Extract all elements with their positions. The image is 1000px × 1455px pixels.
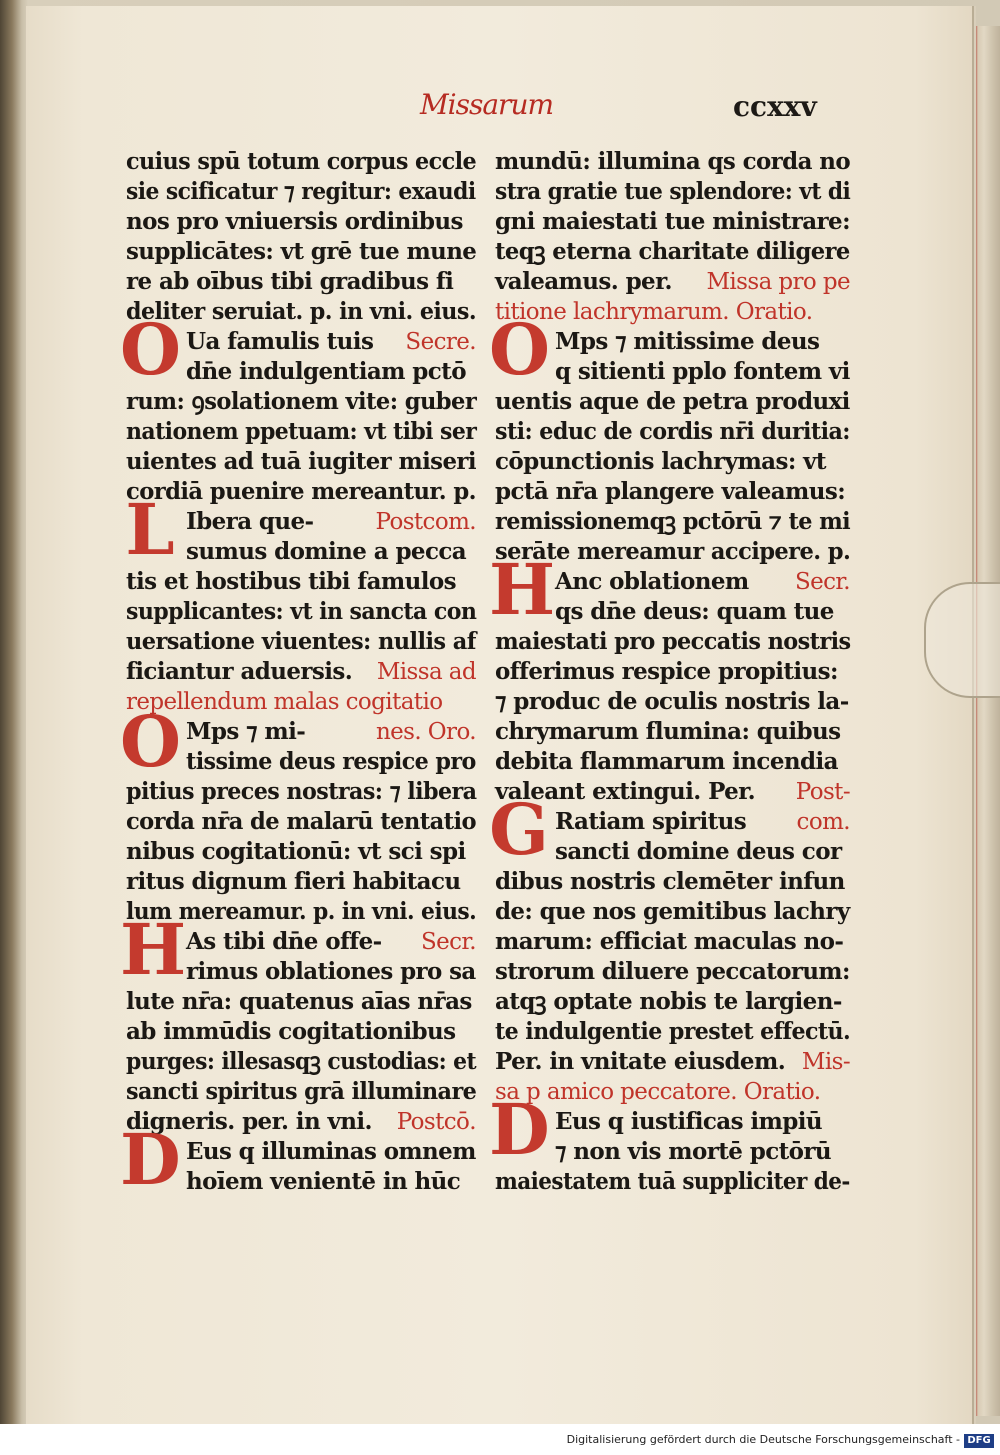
text-line: Eus q iustificas impiū xyxy=(555,1108,822,1135)
rubric: Secre. xyxy=(405,329,476,355)
text-line: te indulgentie prestet effectū. xyxy=(495,1018,851,1045)
text-line: rum: ꝯsolationem vite: guber xyxy=(126,388,477,415)
text-line: Ua famulis tuis xyxy=(186,328,374,355)
text-line: deliter seruiat. p. in vni. eius. xyxy=(126,298,476,325)
text-line: chrymarum flumina: quibus xyxy=(495,718,841,745)
text-line: Mps ⁊ mitissime deus xyxy=(555,328,820,355)
text-line: re ab oībus tibi gradibus fi xyxy=(126,268,454,295)
text-line: serāte mereamur accipere. p. xyxy=(495,538,851,565)
text-line: purges: illesasqꝫ custodias: et xyxy=(126,1048,477,1075)
text-line: As tibi dn̄e offe- xyxy=(186,928,382,955)
text-line: sumus domine a pecca xyxy=(186,538,467,565)
text-line: Eus q illuminas omnem xyxy=(186,1138,476,1165)
rubric: Secr. xyxy=(794,569,850,595)
funding-notice: Digitalisierung gefördert durch die Deutsche Forschungsgemeinschaft - xyxy=(566,1433,960,1446)
text-line: teqꝫ eterna charitate diligere xyxy=(495,238,850,265)
text-line: Ibera que- xyxy=(186,508,314,535)
text-line: nos pro vniuersis ordinibus xyxy=(126,208,463,235)
text-line: valeant extingui. Per. xyxy=(495,778,756,805)
text-line: hoīem venientē in hūc xyxy=(186,1168,461,1195)
rubric: Mis- xyxy=(801,1049,850,1075)
rubric: Post- xyxy=(795,779,850,805)
page-edge xyxy=(972,26,1000,1416)
rubric: Postcō. xyxy=(396,1109,476,1135)
text-line: stra gratie tue splendore: vt di xyxy=(495,178,851,205)
rubric: com. xyxy=(796,809,850,835)
text-line: Per. in vnitate eiusdem. xyxy=(495,1048,786,1075)
text-line: remissionemqꝫ pctōrū ⁊ te mi xyxy=(495,508,851,535)
text-line: lute nr̄a: quatenus aīas nr̄as xyxy=(126,988,472,1015)
text-line: rimus oblationes pro sa xyxy=(186,958,476,985)
text-line: sti: educ de cordis nr̄i duritia: xyxy=(495,418,850,445)
text-line: qs dn̄e deus: quam tue xyxy=(555,598,834,625)
initial-letter: H xyxy=(120,908,187,991)
dfg-logo: DFG xyxy=(964,1434,994,1448)
initial-letter: D xyxy=(489,1088,550,1171)
rubric: Missa ad xyxy=(376,659,476,685)
text-line: pctā nr̄a plangere valeamus: xyxy=(495,478,846,505)
text-line: supplicantes: vt in sancta con xyxy=(126,598,477,625)
initial-letter: O xyxy=(489,308,550,391)
text-line: ficiantur aduersis. xyxy=(126,658,353,685)
text-line: gni maiestati tue ministrare: xyxy=(495,208,850,235)
rubric: Postcom. xyxy=(375,509,476,535)
text-line: dn̄e indulgentiam pctō xyxy=(186,358,466,385)
text-line: mundū: illumina qs corda no xyxy=(495,148,851,175)
text-line: uientes ad tuā iugiter miseri xyxy=(126,448,476,475)
text-line: cōpunctionis lachrymas: vt xyxy=(495,448,826,475)
rubric-line: repellendum malas cogitatio xyxy=(126,689,443,715)
text-line: Anc oblationem xyxy=(555,568,749,595)
text-line: dibus nostris clemēter infun xyxy=(495,868,845,895)
text-line: nationem ppetuam: vt tibi ser xyxy=(126,418,477,445)
text-line: ritus dignum fieri habitacu xyxy=(126,868,461,895)
text-line: offerimus respice propitius: xyxy=(495,658,838,685)
initial-letter: G xyxy=(489,788,549,871)
text-line: tissime deus respice pro xyxy=(186,748,476,775)
rubric-line: sa p amico peccatore. Oratio. xyxy=(495,1079,821,1105)
text-line: pitius preces nostras: ⁊ libera xyxy=(126,778,477,805)
rubric-line: titione lachrymarum. Oratio. xyxy=(495,299,813,325)
text-line: nibus cogitationū: vt sci spi xyxy=(126,838,466,865)
text-line: q sitienti pplo fontem vi xyxy=(555,358,850,385)
text-line: cordiā puenire mereantur. p. xyxy=(126,478,476,505)
text-line: strorum diluere peccatorum: xyxy=(495,958,850,985)
initial-letter: D xyxy=(120,1118,181,1201)
text-line: ab immūdis cogitationibus xyxy=(126,1018,456,1045)
text-line: uentis aque de petra produxi xyxy=(495,388,850,415)
text-line: corda nr̄a de malarū tentatio xyxy=(126,808,477,835)
text-line: ⁊ produc de oculis nostris la- xyxy=(495,688,849,715)
text-line: digneris. per. in vni. xyxy=(126,1108,372,1135)
rubric: Secr. xyxy=(420,929,476,955)
text-line: Ratiam spiritus xyxy=(555,808,747,835)
text-line: Mps ⁊ mi- xyxy=(186,718,306,745)
text-line: sie scificatur ⁊ regitur: exaudi xyxy=(126,178,476,205)
text-line: supplicātes: vt grē tue mune xyxy=(126,238,477,265)
running-title: Missarum xyxy=(420,88,554,121)
text-line: atqꝫ optate nobis te largien- xyxy=(495,988,842,1015)
text-line: debita flammarum incendia xyxy=(495,748,838,775)
thumb-index-tab xyxy=(924,582,1000,698)
text-line: valeamus. per. xyxy=(495,268,672,295)
text-line: sancti domine deus cor xyxy=(555,838,842,865)
text-line: ⁊ non vis mortē pctōrū xyxy=(555,1138,832,1165)
initial-letter: H xyxy=(489,548,556,631)
text-line: maiestatem tuā suppliciter de- xyxy=(495,1168,850,1195)
text-line: maiestati pro peccatis nostris xyxy=(495,628,851,655)
rubric: nes. Oro. xyxy=(375,719,476,745)
text-line: lum mereamur. p. in vni. eius. xyxy=(126,898,477,925)
rubric: Missa pro pe xyxy=(706,269,850,295)
initial-letter: O xyxy=(120,700,181,783)
text-line: marum: efficiat maculas no- xyxy=(495,928,844,955)
text-line: tis et hostibus tibi famulos xyxy=(126,568,456,595)
folio-number: ccxxv xyxy=(733,90,817,123)
initial-letter: O xyxy=(120,308,181,391)
text-line: cuius spū totum corpus eccle xyxy=(126,148,477,175)
text-line: uersatione viuentes: nullis af xyxy=(126,628,476,655)
text-line: sancti spiritus grā illuminare xyxy=(126,1078,477,1105)
initial-letter: L xyxy=(125,488,175,571)
text-line: de: que nos gemitibus lachry xyxy=(495,898,850,925)
